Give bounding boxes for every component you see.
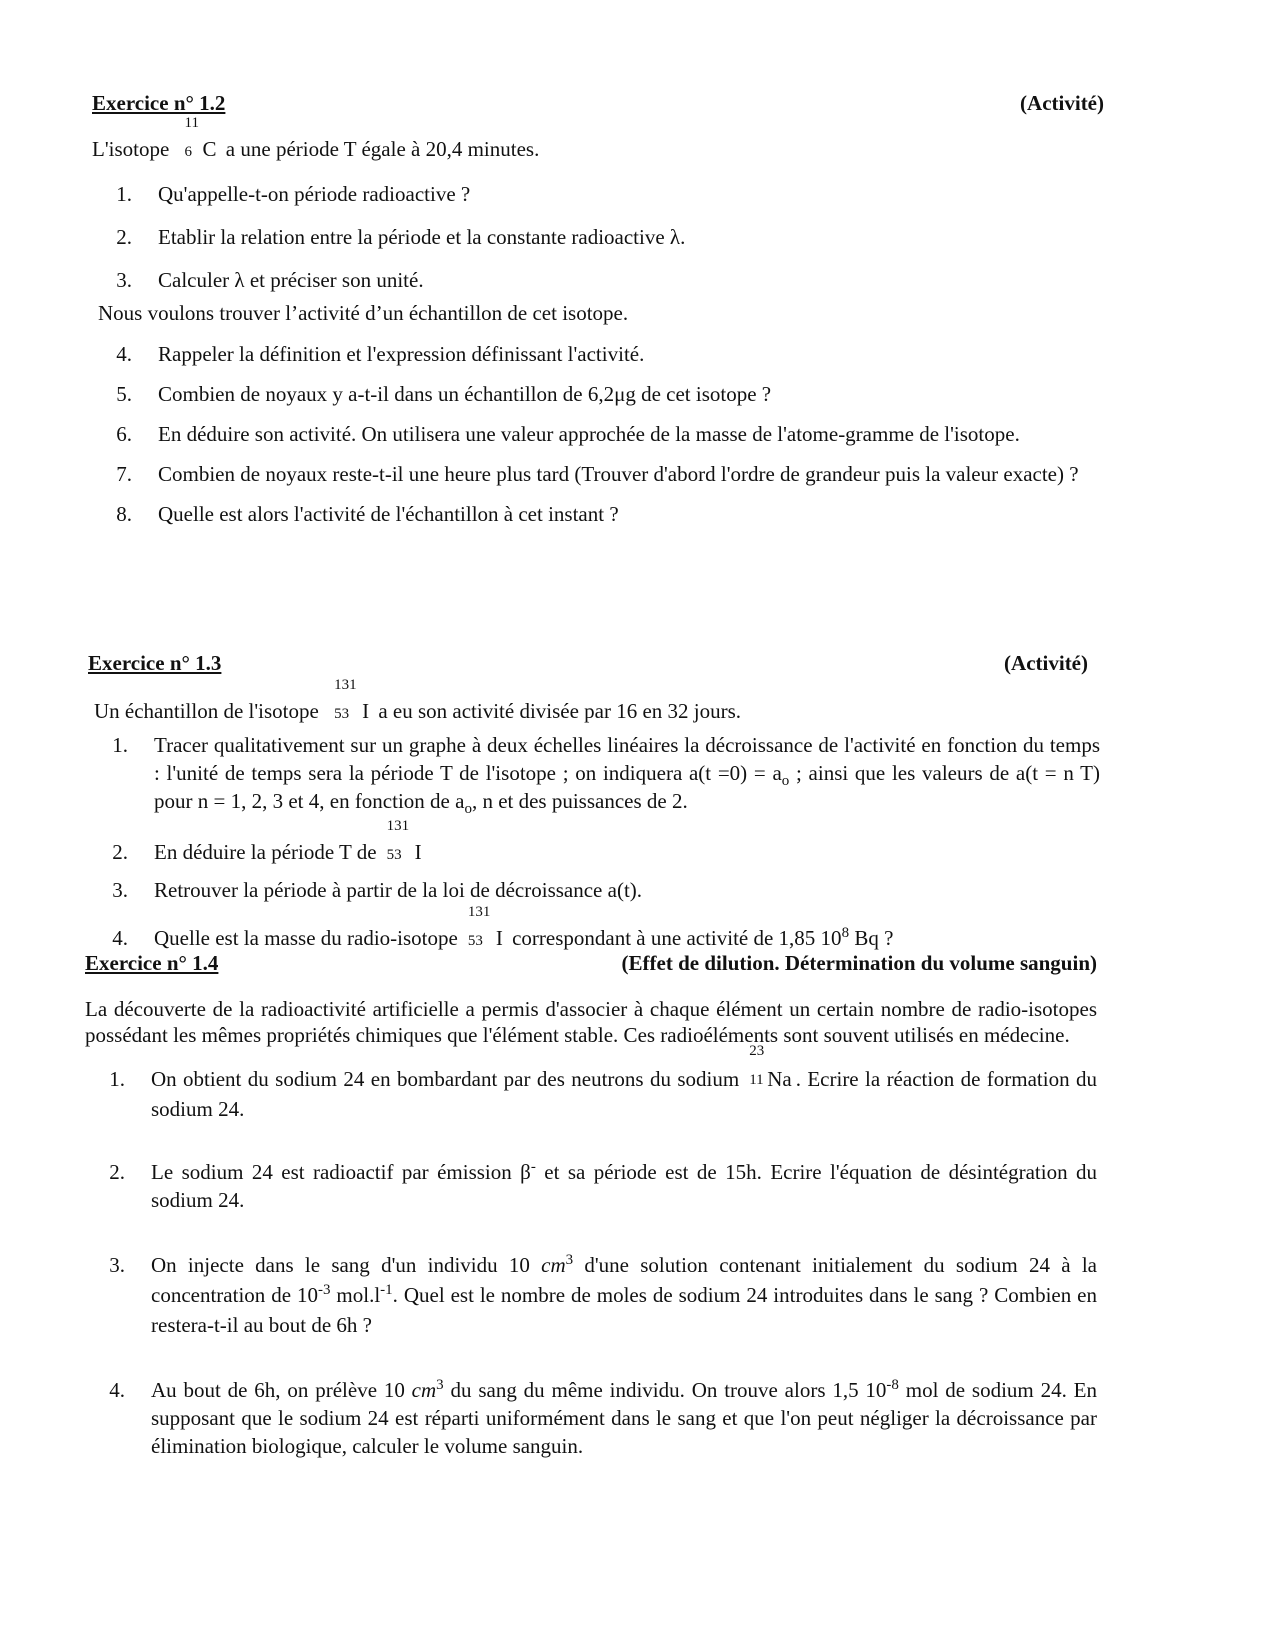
mass-number: 131 (334, 677, 357, 694)
intro-text: a une période T égale à 20,4 minutes. (225, 137, 540, 162)
question-text-part: et sa période est de 15h. Ecrire l'équation de désintégration du sodium 24. (151, 1160, 1097, 1213)
superscript: 8 (841, 924, 850, 941)
unit: cm (541, 1253, 566, 1278)
question-number: 2. (112, 839, 128, 864)
exercise-tag: (Effet de dilution. Détermination du volume sanguin) (621, 951, 1097, 975)
question-text (151, 1250, 1097, 1340)
question-item (88, 731, 1100, 815)
question-text: Combien de noyaux reste-t-il une heure plus tard (Trouver d'abord l'ordre de grandeur puis la valeur exacte) ? (158, 461, 1079, 486)
question-list (88, 731, 1100, 961)
question-item (88, 817, 1100, 877)
mass-number: 23 (749, 1043, 765, 1060)
exercise-1-4 (85, 950, 1097, 1460)
exercise-title: Exercice n° 1.4 (85, 951, 219, 975)
element-symbol: I (362, 699, 370, 724)
element-symbol: I (495, 925, 503, 950)
question-number: 3. (112, 877, 128, 902)
exercise-title: Exercice n° 1.2 (92, 91, 226, 115)
question-text-part: du sang du même individu. On trouve alors 1,5 10 (443, 1378, 887, 1403)
question-item (92, 267, 1104, 300)
isotope-notation (466, 903, 503, 951)
question-number: 5. (116, 381, 132, 406)
question-number: 1. (109, 1067, 125, 1092)
intro-text: a eu son activité divisée par 16 en 32 jours. (378, 699, 742, 724)
question-text: Rappeler la définition et l'expression définissant l'activité. (158, 341, 645, 366)
exercise-intro: La découverte de la radioactivité artificielle a permis d'associer à chaque élément un certain nombre de radio-isotopes possédant les mêmes propriétés chimiques que l'élément stable. Ces radioéléments sont souvent utilisés en médecine. (85, 997, 1097, 1048)
question-text (154, 817, 1100, 865)
question-number: 6. (116, 421, 132, 446)
exercise-header (88, 650, 1088, 676)
question-text-part: , n et des puissances de 2. (471, 788, 688, 813)
question-number: 4. (109, 1378, 125, 1403)
question-text-part: mol.l (330, 1283, 381, 1308)
intro-text: L'isotope (92, 137, 170, 162)
question-item (92, 454, 1104, 494)
question-item (92, 181, 1104, 224)
question-number: 2. (116, 224, 132, 249)
isotope-notation (747, 1043, 792, 1094)
question-text-part: d'une solution contenant initialement du sodium 24 à la concentration de 10 (151, 1253, 1097, 1308)
question-item (88, 877, 1100, 919)
question-item (92, 414, 1104, 454)
question-text-part: Le sodium 24 est radioactif par émission β (151, 1160, 531, 1185)
question-text: Calculer λ et préciser son unité. (158, 267, 424, 292)
question-text: Retrouver la période à partir de la loi de décroissance a(t). (154, 877, 643, 902)
question-list (85, 1043, 1097, 1460)
question-text-part: mol de sodium 24. En supposant que le sodium 24 est réparti uniformément dans le sang et que l'on peut négliger la décroissance par élimination biologique, calculer le volume sanguin. (151, 1378, 1097, 1459)
question-number: 1. (116, 181, 132, 206)
question-item (85, 1158, 1097, 1214)
superscript: -8 (886, 1377, 899, 1394)
subscript: o (464, 800, 472, 817)
superscript: 3 (565, 1252, 574, 1269)
mass-number: 131 (467, 903, 491, 920)
question-text (154, 903, 1100, 951)
question-text-part: On injecte dans le sang d'un individu 10 (151, 1253, 542, 1278)
question-text (151, 1158, 1097, 1214)
superscript: -3 (317, 1282, 331, 1299)
atomic-number: 11 (749, 1072, 764, 1089)
question-text-part: correspondant à une activité de 1,85 10 (512, 925, 842, 950)
mass-number: 131 (386, 817, 410, 834)
question-text-part: . Quel est le nombre de moles de sodium 24 introduites dans le sang ? Combien en restera-t-il au bout de 6h ? (151, 1283, 1097, 1338)
isotope-notation (332, 677, 370, 724)
superscript: - (530, 1159, 536, 1176)
question-item (85, 1376, 1097, 1460)
question-item (92, 224, 1104, 267)
superscript: 3 (436, 1377, 444, 1394)
mass-number: 11 (184, 115, 199, 132)
question-text-part: Quelle est la masse du radio-isotope (154, 925, 458, 950)
question-number: 8. (116, 501, 132, 526)
question-text: Etablir la relation entre la période et la constante radioactive λ. (158, 224, 686, 249)
isotope-notation (183, 115, 217, 162)
isotope-notation (385, 817, 422, 865)
question-text (151, 1376, 1097, 1460)
exercise-1-2 (92, 90, 1104, 534)
question-text (151, 1043, 1097, 1124)
question-number: 3. (116, 267, 132, 292)
exercise-tag: (Activité) (1004, 651, 1088, 675)
question-number: 4. (112, 925, 128, 950)
element-symbol: I (414, 839, 422, 864)
exercise-note: Nous voulons trouver l’activité d’un échantillon de cet isotope. (98, 300, 629, 325)
question-text-part: . Ecrire la réaction de formation du sodium 24. (151, 1067, 1097, 1122)
superscript: -1 (380, 1282, 393, 1299)
question-list (92, 334, 1104, 534)
atomic-number: 53 (467, 932, 483, 949)
question-text: Combien de noyaux y a-t-il dans un échantillon de 6,2μg de cet isotope ? (158, 381, 772, 406)
exercise-1-3 (88, 650, 1100, 961)
exercise-intro (92, 115, 1104, 162)
question-number: 3. (109, 1253, 125, 1278)
question-number: 2. (109, 1160, 125, 1185)
question-text-part: En déduire la période T de (154, 839, 377, 864)
exercise-header (92, 90, 1104, 116)
question-text: Qu'appelle-t-on période radioactive ? (158, 181, 471, 206)
question-text-part: Tracer qualitativement sur un graphe à deux échelles linéaires la décroissance de l'activité en fonction du temps : l'unité de temps sera la période T de l'isotope ; on indiquera a(t =0) = a (154, 732, 1100, 785)
atomic-number: 53 (334, 706, 350, 723)
exercise-header (85, 950, 1097, 976)
question-text-part: On obtient du sodium 24 en bombardant par des neutrons du sodium (151, 1067, 740, 1092)
question-text-part: ; ainsi que les valeurs de a(t = n T) pour n = 1, 2, 3 et 4, en fonction de a (154, 760, 1100, 813)
element-symbol: Na (767, 1067, 792, 1092)
question-list (92, 181, 1104, 300)
atomic-number: 6 (184, 144, 193, 161)
question-text: Quelle est alors l'activité de l'échantillon à cet instant ? (158, 501, 619, 526)
exercise-title: Exercice n° 1.3 (88, 651, 222, 675)
exercise-tag: (Activité) (1020, 91, 1104, 115)
question-text: En déduire son activité. On utilisera une valeur approchée de la masse de l'atome-gramme de l'isotope. (158, 421, 1020, 446)
question-item (92, 494, 1104, 534)
question-text (154, 731, 1100, 815)
question-number: 4. (116, 341, 132, 366)
exercise-intro (94, 677, 1088, 724)
atomic-number: 53 (386, 846, 402, 863)
element-symbol: C (202, 137, 217, 162)
question-number: 1. (112, 732, 128, 757)
question-item (92, 374, 1104, 414)
question-text-part: Au bout de 6h, on prélève 10 (151, 1378, 412, 1403)
subscript: o (781, 772, 790, 789)
question-item (85, 1043, 1097, 1124)
intro-text: Un échantillon de l'isotope (94, 699, 319, 724)
question-item (92, 334, 1104, 374)
question-text-part: Bq ? (849, 925, 894, 950)
question-number: 7. (116, 461, 132, 486)
question-item (85, 1250, 1097, 1340)
unit: cm (411, 1378, 437, 1403)
